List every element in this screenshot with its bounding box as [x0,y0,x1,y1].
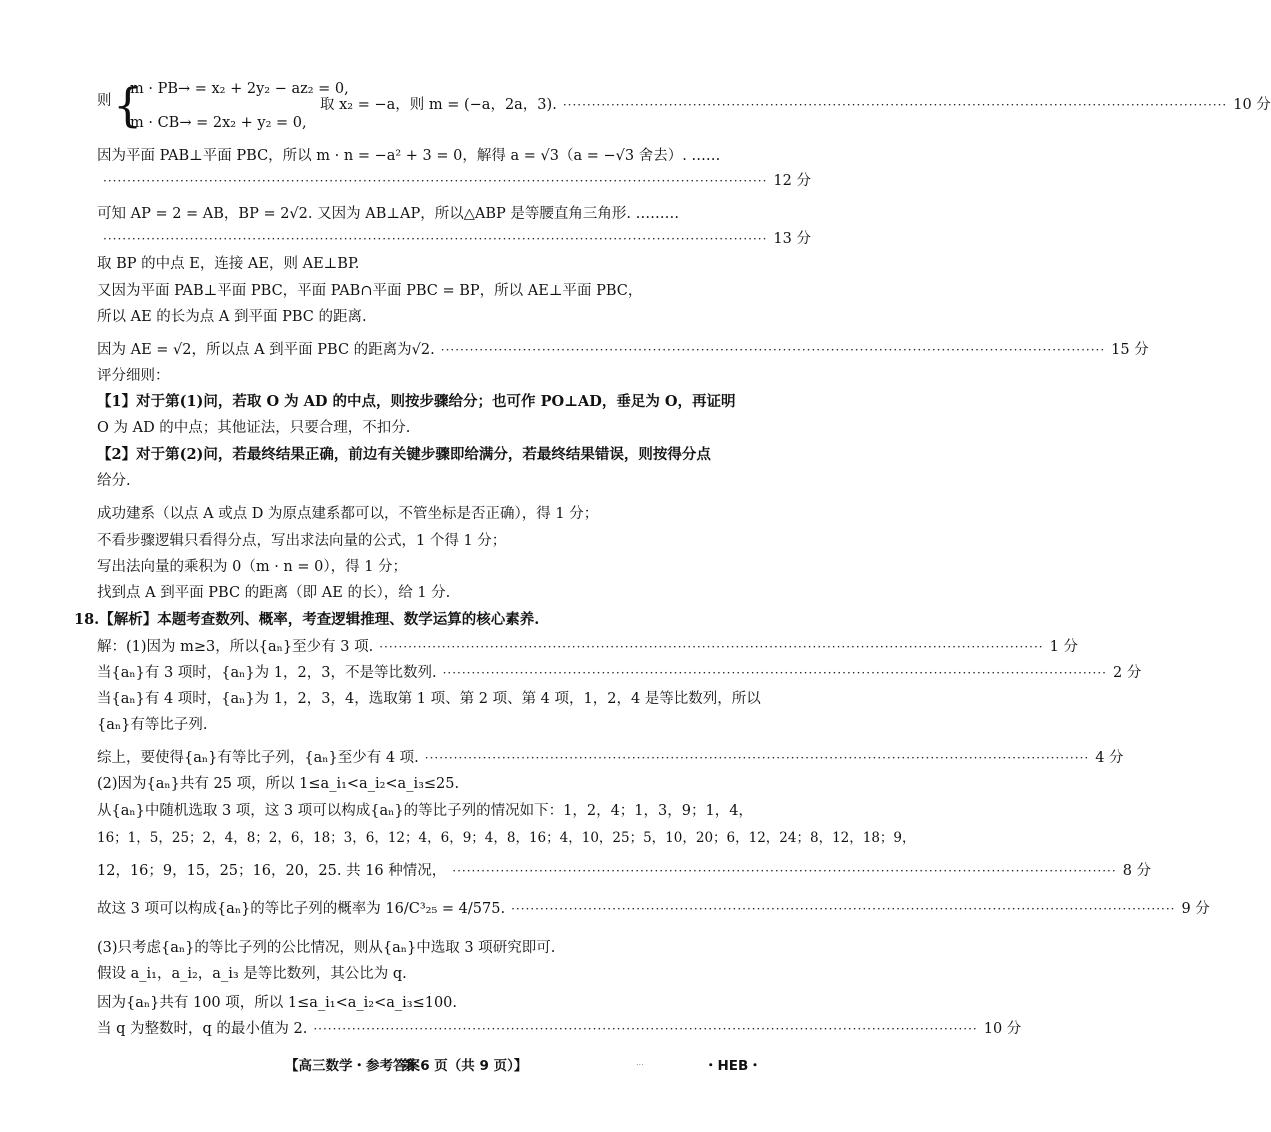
text-line: 【2】对于第(2)问，若最终结果正确，前边有关键步骤即给满分，若最终结果错误，则按得分点 [97,446,711,463]
question-heading: 18.【解析】本题考查数列、概率，考查逻辑推理、数学运算的核心素养. [74,611,540,628]
footer-title: 【高三数学・参考答案 [285,1058,420,1074]
text-line: 写出法向量的乘积为 0（m · n = 0），得 1 分； [97,559,408,575]
text-line-scored [97,228,811,250]
leader-dots [441,339,1105,361]
score-label: 1 分 [1049,639,1078,655]
leader-dots [103,228,767,250]
text-line: m · CB→ = 2x₂ + y₂ = 0, [130,115,307,131]
score-label: 4 分 [1095,750,1124,766]
brace-symbol: { [113,78,143,132]
text-line: 【1】对于第(1)问，若取 O 为 AD 的中点，则按步骤给分；也可作 PO⊥AD，垂足为 O，再证明 [97,393,736,410]
leader-dots [379,636,1043,658]
text-line: 又因为平面 PAB⊥平面 PBC，平面 PAB∩平面 PBC = BP，所以 AE⊥平面 PBC， [97,283,643,299]
text-line-scored: 故这 3 项可以构成{aₙ}的等比子列的概率为 16/C³₂₅ = 4/575. ····· 9 分 [97,898,732,920]
text-line-scored: 解：(1)因为 m≥3，所以{aₙ}至少有 3 项. ····· 1 分 [97,636,732,658]
page-footer [0,1054,800,1076]
text-line: 所以 AE 的长为点 A 到平面 PBC 的距离. [97,309,367,325]
text-line: 不看步骤逻辑只看得分点，写出求法向量的公式，1 个得 1 分； [97,533,507,549]
score-label: 10 分 [983,1021,1022,1037]
score-label: 13 分 [773,231,811,247]
text-line: 当{aₙ}有 4 项时，{aₙ}为 1，2，3，4，选取第 1 项、第 2 项、第 4 项，1，2，4 是等比数列，所以 [97,691,761,707]
score-label: 10 分 [1233,97,1271,113]
leader-dots [511,898,1175,920]
text-line-scored: 当 q 为整数时，q 的最小值为 2. ····· 10 分 [97,1018,732,1040]
text-line: m · PB→ = x₂ + 2y₂ − az₂ = 0, [130,81,349,97]
text-line: 可知 AP = 2 = AB，BP = 2√2. 又因为 AB⊥AP，所以△ABP 是等腰直角三角形. ……… [97,206,680,222]
text-line: 则 [97,93,112,109]
leader-dots [452,860,1116,882]
score-label: 15 分 [1111,342,1149,358]
text-line-scored [97,170,811,192]
leader-dots [103,170,767,192]
text-line-scored: 取 x₂ = −a，则 m = (−a，2a，3). ····· 10 分 [320,94,732,116]
text-line: 评分细则： [97,368,170,384]
text-line-scored: 综上，要使得{aₙ}有等比子列，{aₙ}至少有 4 项. ····· 4 分 [97,747,732,769]
leader-dots [425,747,1089,769]
score-label: 12 分 [773,173,811,189]
score-label: 2 分 [1112,665,1142,681]
text-line: (2)因为{aₙ}共有 25 项，所以 1≤a_i₁<a_i₂<a_i₃≤25. [97,776,460,792]
text-line: (3)只考虑{aₙ}的等比子列的公比情况，则从{aₙ}中选取 3 项研究即可. [97,940,556,956]
text-line-scored: 12，16；9，15，25；16，20，25. 共 16 种情况， ····· 8 分 [97,860,732,882]
leader-dots [313,1018,977,1040]
text-line: O 为 AD 的中点；其他证法，只要合理，不扣分. [97,420,411,436]
text-line: 假设 a_i₁，a_i₂，a_i₃ 是等比数列，其公比为 q. [97,966,407,982]
text-line: 因为平面 PAB⊥平面 PBC，所以 m · n = −a² + 3 = 0，解得 a = √3（a = −√3 舍去）. …… [97,148,721,164]
text-line: 因为{aₙ}共有 100 项，所以 1≤a_i₁<a_i₂<a_i₃≤100. [97,995,458,1011]
footer-code: ・HEB・ [704,1058,762,1074]
text-line: 找到点 A 到平面 PBC 的距离（即 AE 的长），给 1 分. [97,585,451,601]
text-line: {aₙ}有等比子列. [97,717,208,733]
score-label: 8 分 [1122,863,1152,879]
text-line-scored: 当{aₙ}有 3 项时，{aₙ}为 1，2，3，不是等比数列. ····· 2 分 [97,662,732,684]
score-label: 9 分 [1181,901,1210,917]
text-line: 给分. [97,473,131,489]
text-line: 从{aₙ}中随机选取 3 项，这 3 项可以构成{aₙ}的等比子列的情况如下：1，2，4；1，3，9；1，4， [97,803,753,819]
leader-dots [443,662,1107,684]
text-line: 成功建系（以点 A 或点 D 为原点建系都可以，不管坐标是否正确），得 1 分； [97,506,599,522]
text-line: 16；1，5，25；2，4，8；2，6，18；3，6，12；4，6，9；4，8，16；4，10，25；5，10，20；6，12，24；8，12，18；9， [97,830,916,846]
footer-page-number: 第 6 页（共 9 页）】 [402,1058,528,1074]
footer-mark: ... [636,1058,644,1067]
text-line: 取 BP 的中点 E，连接 AE，则 AE⊥BP. [97,256,360,272]
text-line-scored: 因为 AE = √2，所以点 A 到平面 PBC 的距离为√2. ····· 15 分 [97,339,732,361]
